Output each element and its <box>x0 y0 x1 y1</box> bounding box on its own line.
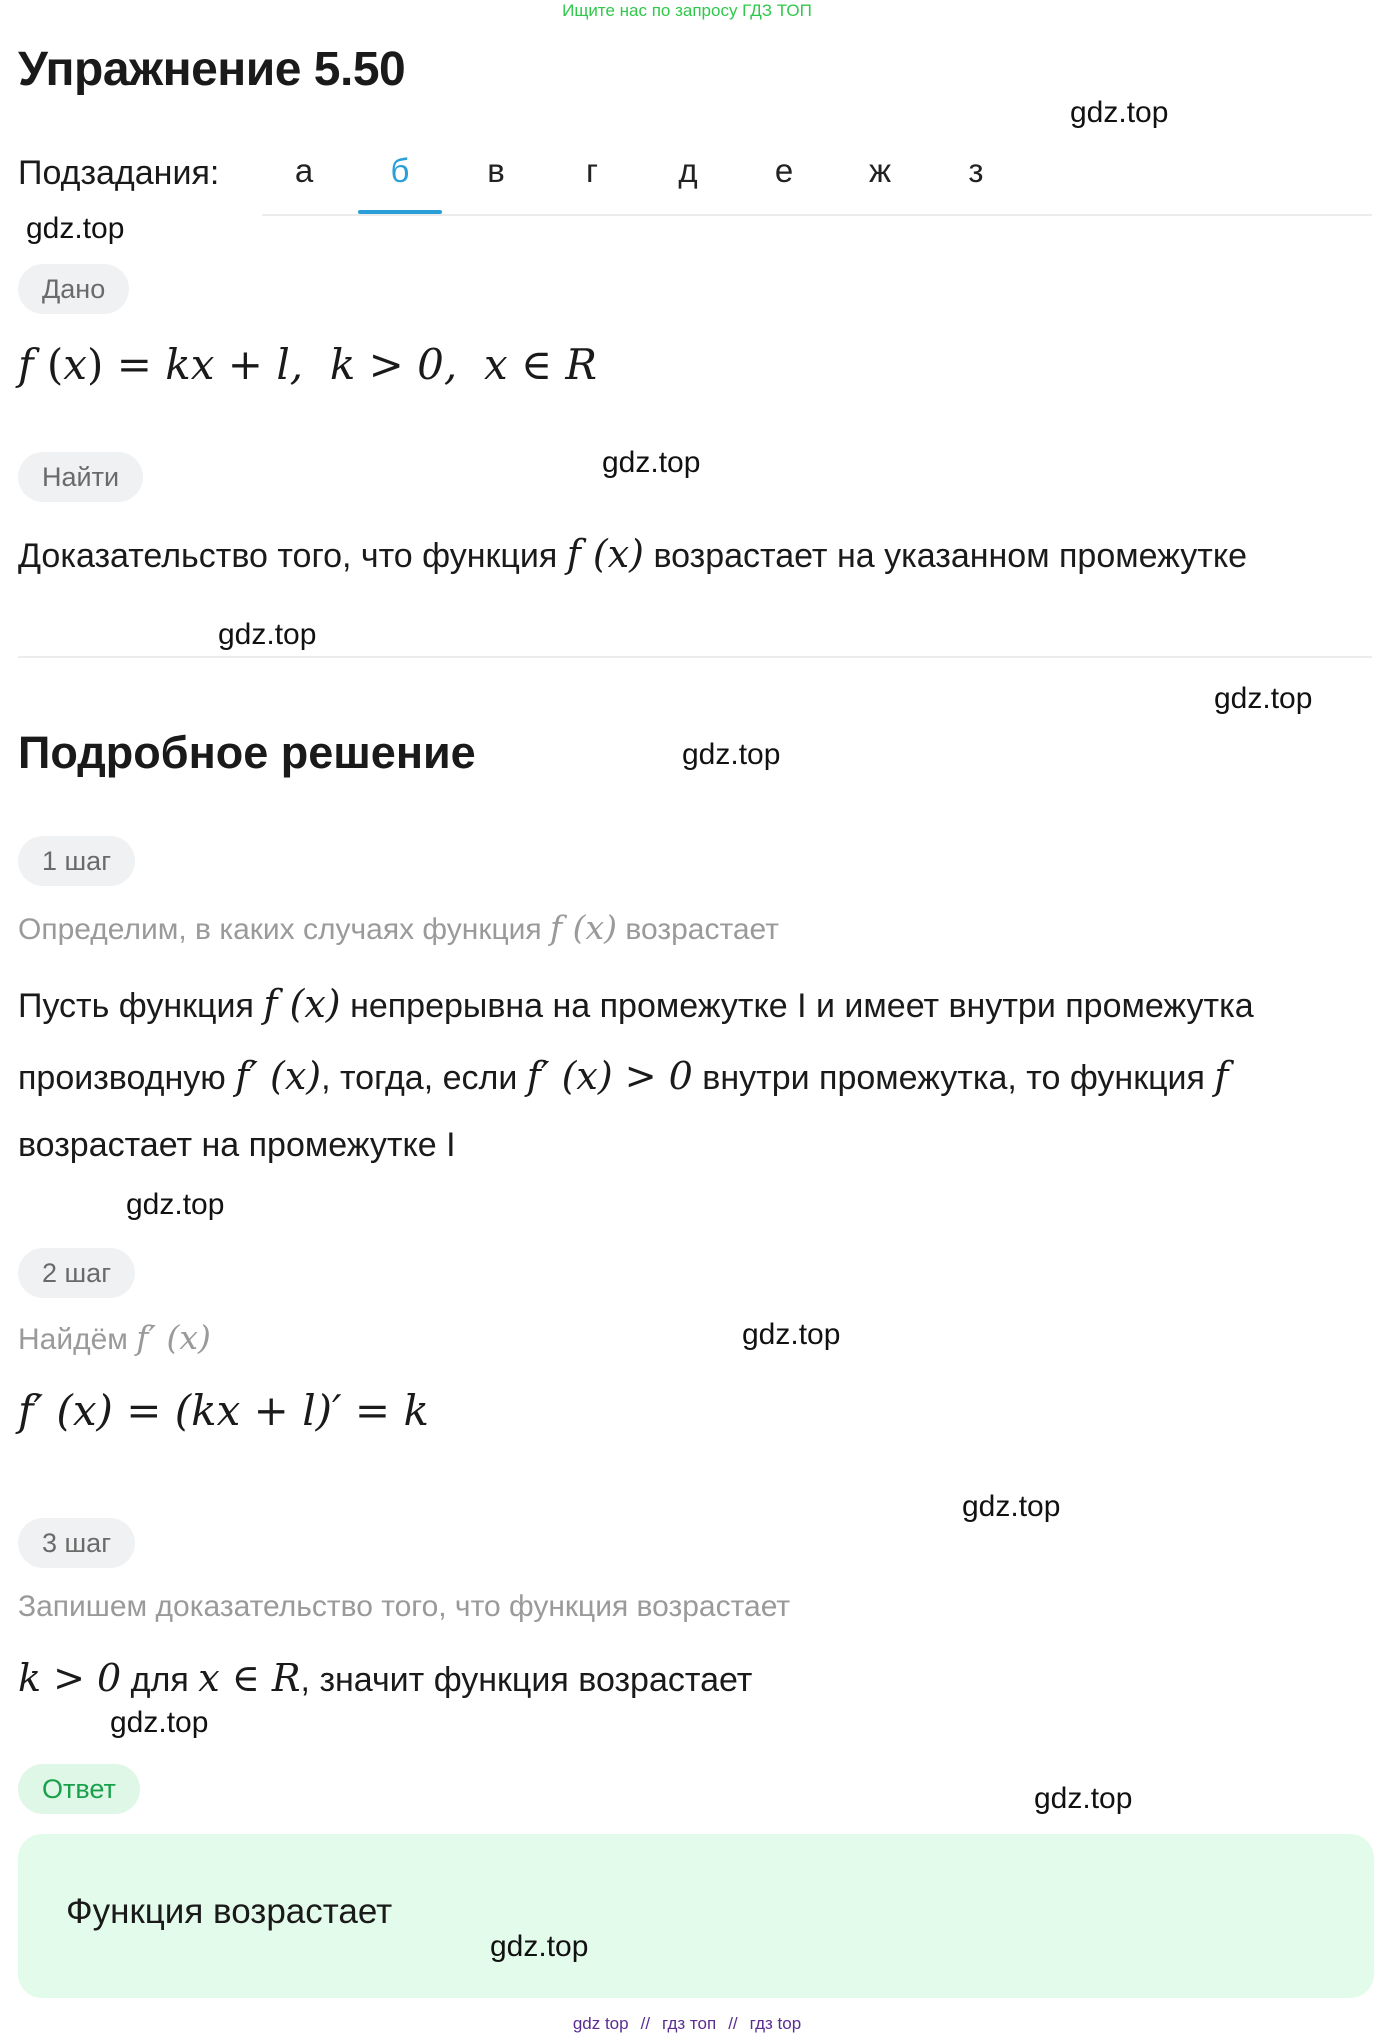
watermark: gdz.top <box>126 1188 225 1221</box>
step-1-line-3: возрастает на промежутке I <box>18 1126 456 1164</box>
answer-pill: Ответ <box>18 1764 140 1814</box>
watermark: gdz.top <box>962 1490 1061 1523</box>
watermark: gdz.top <box>742 1318 841 1351</box>
step-3-pill: 3 шаг <box>18 1518 135 1568</box>
watermark: gdz.top <box>110 1706 209 1739</box>
watermark: gdz.top <box>26 212 125 245</box>
step-2-pill: 2 шаг <box>18 1248 135 1298</box>
page-title: Упражнение 5.50 <box>18 43 406 96</box>
watermark: gdz.top <box>602 446 701 479</box>
step-1-line-2: производную f′ (x), тогда, если f′ (x) > 0 внутри промежутка, то функция f <box>18 1054 1229 1098</box>
watermark: gdz.top <box>1070 96 1169 129</box>
tab-a[interactable]: а <box>294 152 314 189</box>
active-tab-indicator <box>358 210 442 214</box>
find-pill: Найти <box>18 452 143 502</box>
given-formula: f (x) = kx + l, k > 0, x ∈ R <box>18 340 598 389</box>
subtasks-label: Подзадания: <box>18 154 220 192</box>
step-1-pill: 1 шаг <box>18 836 135 886</box>
given-pill: Дано <box>18 264 129 314</box>
tab-z[interactable]: з <box>968 152 984 189</box>
footer <box>0 2014 1374 2034</box>
step-1-line-1: Пусть функция f (x) непрерывна на промежутке I и имеет внутри промежутка <box>18 982 1254 1026</box>
watermark: gdz.top <box>490 1930 589 1963</box>
top-banner: Ищите нас по запросу ГДЗ ТОП <box>562 1 812 20</box>
answer-text: Функция возрастает <box>66 1892 393 1931</box>
watermark: gdz.top <box>1034 1782 1133 1815</box>
watermark: gdz.top <box>1214 682 1313 715</box>
tab-e[interactable]: е <box>774 152 794 189</box>
step-1-caption: Определим, в каких случаях функция f (x) возрастает <box>18 908 779 947</box>
footer-link[interactable]: gdz top <box>572 2014 629 2033</box>
find-text: Доказательство того, что функция f (x) возрастает на указанном промежутке <box>18 532 1248 576</box>
footer-separator: // <box>640 2014 651 2033</box>
tab-d[interactable]: д <box>678 152 698 189</box>
tab-b[interactable]: б <box>390 152 410 189</box>
watermark: gdz.top <box>682 738 781 771</box>
step-2-formula: f′ (x) = (kx + l)′ = k <box>18 1386 429 1435</box>
tab-zh[interactable]: ж <box>868 152 892 189</box>
solution-title: Подробное решение <box>18 727 476 778</box>
tab-v[interactable]: в <box>487 152 505 189</box>
footer-link[interactable]: гдз топ <box>662 2014 717 2033</box>
subtask-tabs <box>262 142 1372 216</box>
step-3-line: k > 0 для x ∈ R, значит функция возрастает <box>18 1656 753 1700</box>
footer-separator: // <box>728 2014 738 2033</box>
tab-g[interactable]: г <box>585 152 599 189</box>
divider <box>18 656 1372 658</box>
answer-box <box>18 1834 1374 1998</box>
watermark: gdz.top <box>218 618 317 651</box>
step-3-caption: Запишем доказательство того, что функция возрастает <box>18 1590 791 1623</box>
step-2-caption: Найдём f′ (x) <box>18 1318 211 1357</box>
footer-link[interactable]: гдз top <box>749 2014 802 2033</box>
